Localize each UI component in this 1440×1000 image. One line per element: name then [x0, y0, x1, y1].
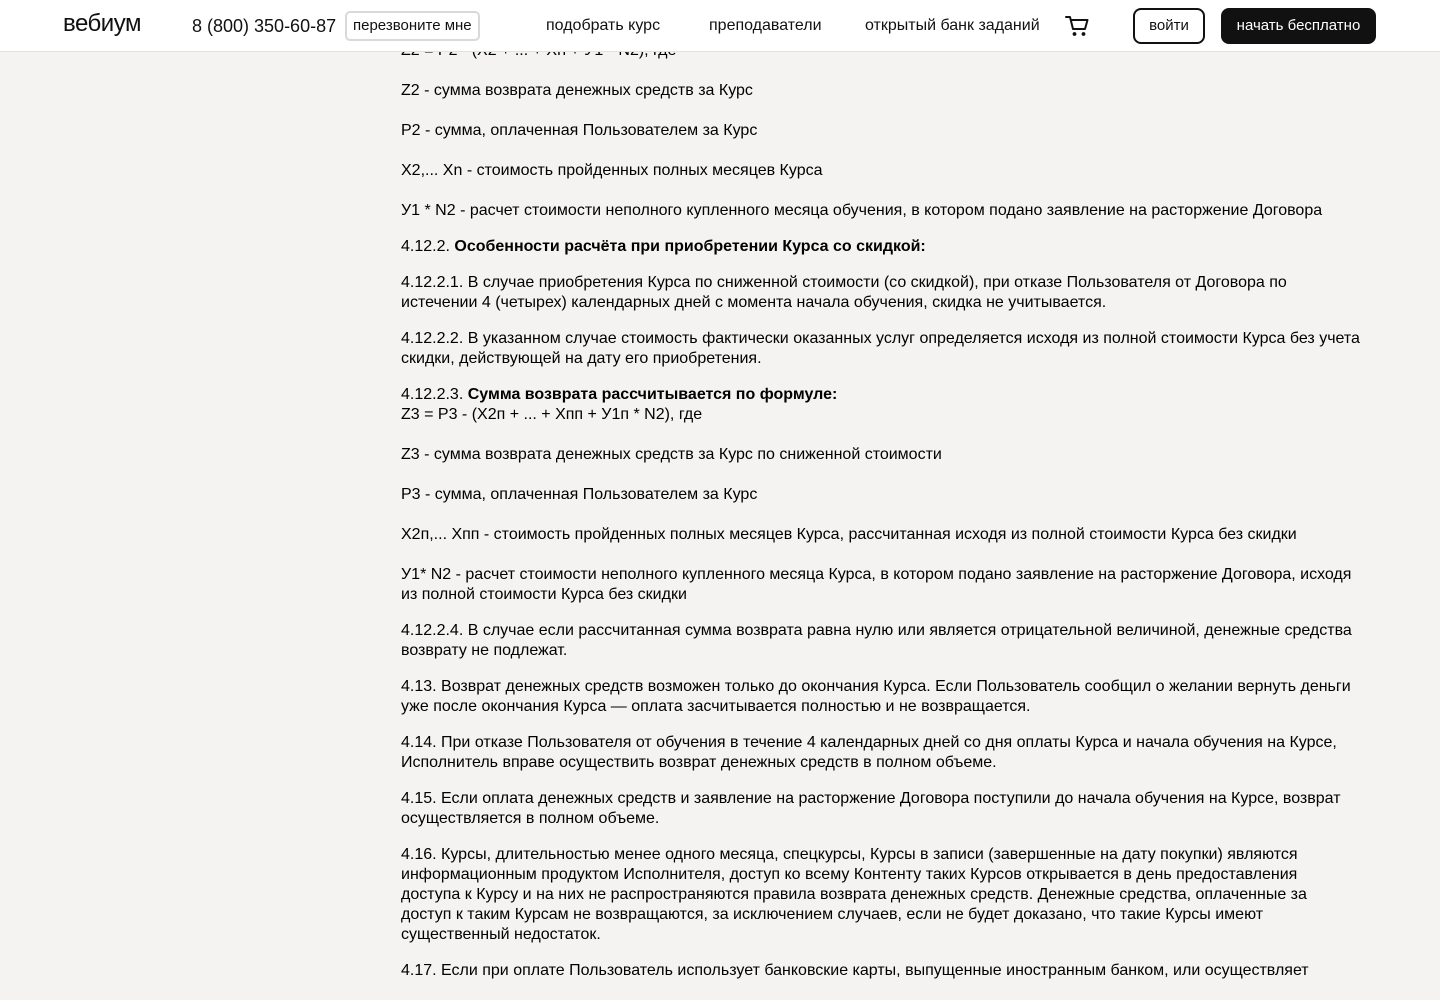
nav-link-teachers[interactable]: преподаватели	[709, 17, 822, 34]
definition-x2p: X2п,... Xпп - стоимость пройденных полных месяцев Курса, рассчитанная исходя из полной стоимости Курса без скидки	[401, 526, 1297, 543]
phone-link[interactable]: 8 (800) 350-60-87	[192, 16, 337, 36]
definition-y1p: У1* N2 - расчет стоимости неполного купленного месяца Курса, в котором подано заявление на расторжение Договора, исходя из полной стоимости Курса без скидки	[401, 566, 1352, 603]
cart-icon-glyph	[1064, 13, 1090, 39]
definition-y1: У1 * N2 - расчет стоимости неполного купленного месяца обучения, в котором подано заявление на расторжение Договора	[401, 202, 1323, 219]
clause-4-16: 4.16. Курсы, длительностью менее одного месяца, спецкурсы, Курсы в записи (завершенные на дату покупки) являются информационным продуктом Исполнителя, доступ ко всему Контенту таких Курсов открывается в день предоставления доступа к Курсу и на них не распространяются правила возврата денежных средств. Денежные средства, оплаченные за доступ к таким Курсам не возвращаются, за исключением случаев, если не будет доказано, что такие Курсы имеют существенный недостаток.	[401, 846, 1307, 943]
clause-number: 4.12.2.	[401, 238, 450, 255]
clause-4-12-2-1: 4.12.2.1. В случае приобретения Курса по сниженной стоимости (со скидкой), при отказе Пользователя от Договора по истечении 4 (четырех) календарных дней с момента начала обучения, скидка не учитывается.	[401, 274, 1287, 311]
definition-z3: Z3 - сумма возврата денежных средств за Курс по сниженной стоимости	[401, 446, 942, 463]
definition-z2: Z2 - сумма возврата денежных средств за Курс	[401, 82, 753, 99]
definition-p3: P3 - сумма, оплаченная Пользователем за Курс	[401, 486, 758, 503]
clause-4-12-2-4: 4.12.2.4. В случае если рассчитанная сумма возврата равна нулю или является отрицательной величиной, денежные средства возврату не подлежат.	[401, 622, 1352, 659]
nav-link-task-bank[interactable]: открытый банк заданий	[865, 17, 1040, 34]
clause-4-17: 4.17. Если при оплате Пользователь использует банковские карты, выпущенные иностранным банком, или осуществляет	[401, 962, 1309, 979]
callback-button[interactable]: перезвоните мне	[345, 11, 480, 41]
definition-p2: P2 - сумма, оплаченная Пользователем за Курс	[401, 122, 758, 139]
clause-heading: Сумма возврата рассчитывается по формуле:	[467, 386, 838, 403]
logo[interactable]: вебиум	[63, 10, 141, 37]
clause-4-12-2-3	[401, 385, 1361, 425]
clause-4-14: 4.14. При отказе Пользователя от обучения в течение 4 календарных дней со дня оплаты Курса и начала обучения на Курсе, Исполнитель вправе осуществить возврат денежных средств в полном объеме.	[401, 734, 1337, 771]
clause-4-13: 4.13. Возврат денежных средств возможен только до окончания Курса. Если Пользователь сообщил о желании вернуть деньги уже после окончания Курса — оплата засчитывается полностью и не возвращается.	[401, 678, 1351, 715]
clause-4-15: 4.15. Если оплата денежных средств и заявление на расторжение Договора поступили до начала обучения на Курсе, возврат осуществляется в полном объеме.	[401, 790, 1341, 827]
clause-number: 4.12.2.3.	[401, 386, 464, 403]
start-free-button[interactable]: начать бесплатно	[1221, 8, 1376, 44]
login-button[interactable]: войти	[1133, 8, 1205, 44]
nav-link-choose-course[interactable]: подобрать курс	[546, 17, 661, 34]
clause-heading: Особенности расчёта при приобретении Курса со скидкой:	[454, 238, 926, 255]
offer-document	[401, 41, 1361, 997]
definition-x2: X2,... Xn - стоимость пройденных полных месяцев Курса	[401, 162, 823, 179]
clause-4-12-2-2: 4.12.2.2. В указанном случае стоимость фактически оказанных услуг определяется исходя из полной стоимости Курса без учета скидки, действующей на дату его приобретения.	[401, 330, 1360, 367]
clause-4-12-2	[401, 237, 1361, 257]
cart-icon[interactable]	[1064, 13, 1090, 39]
site-header	[0, 0, 1440, 52]
formula-z3: Z3 = P3 - (X2п + ... + Xпп + У1п * N2), где	[401, 406, 703, 423]
